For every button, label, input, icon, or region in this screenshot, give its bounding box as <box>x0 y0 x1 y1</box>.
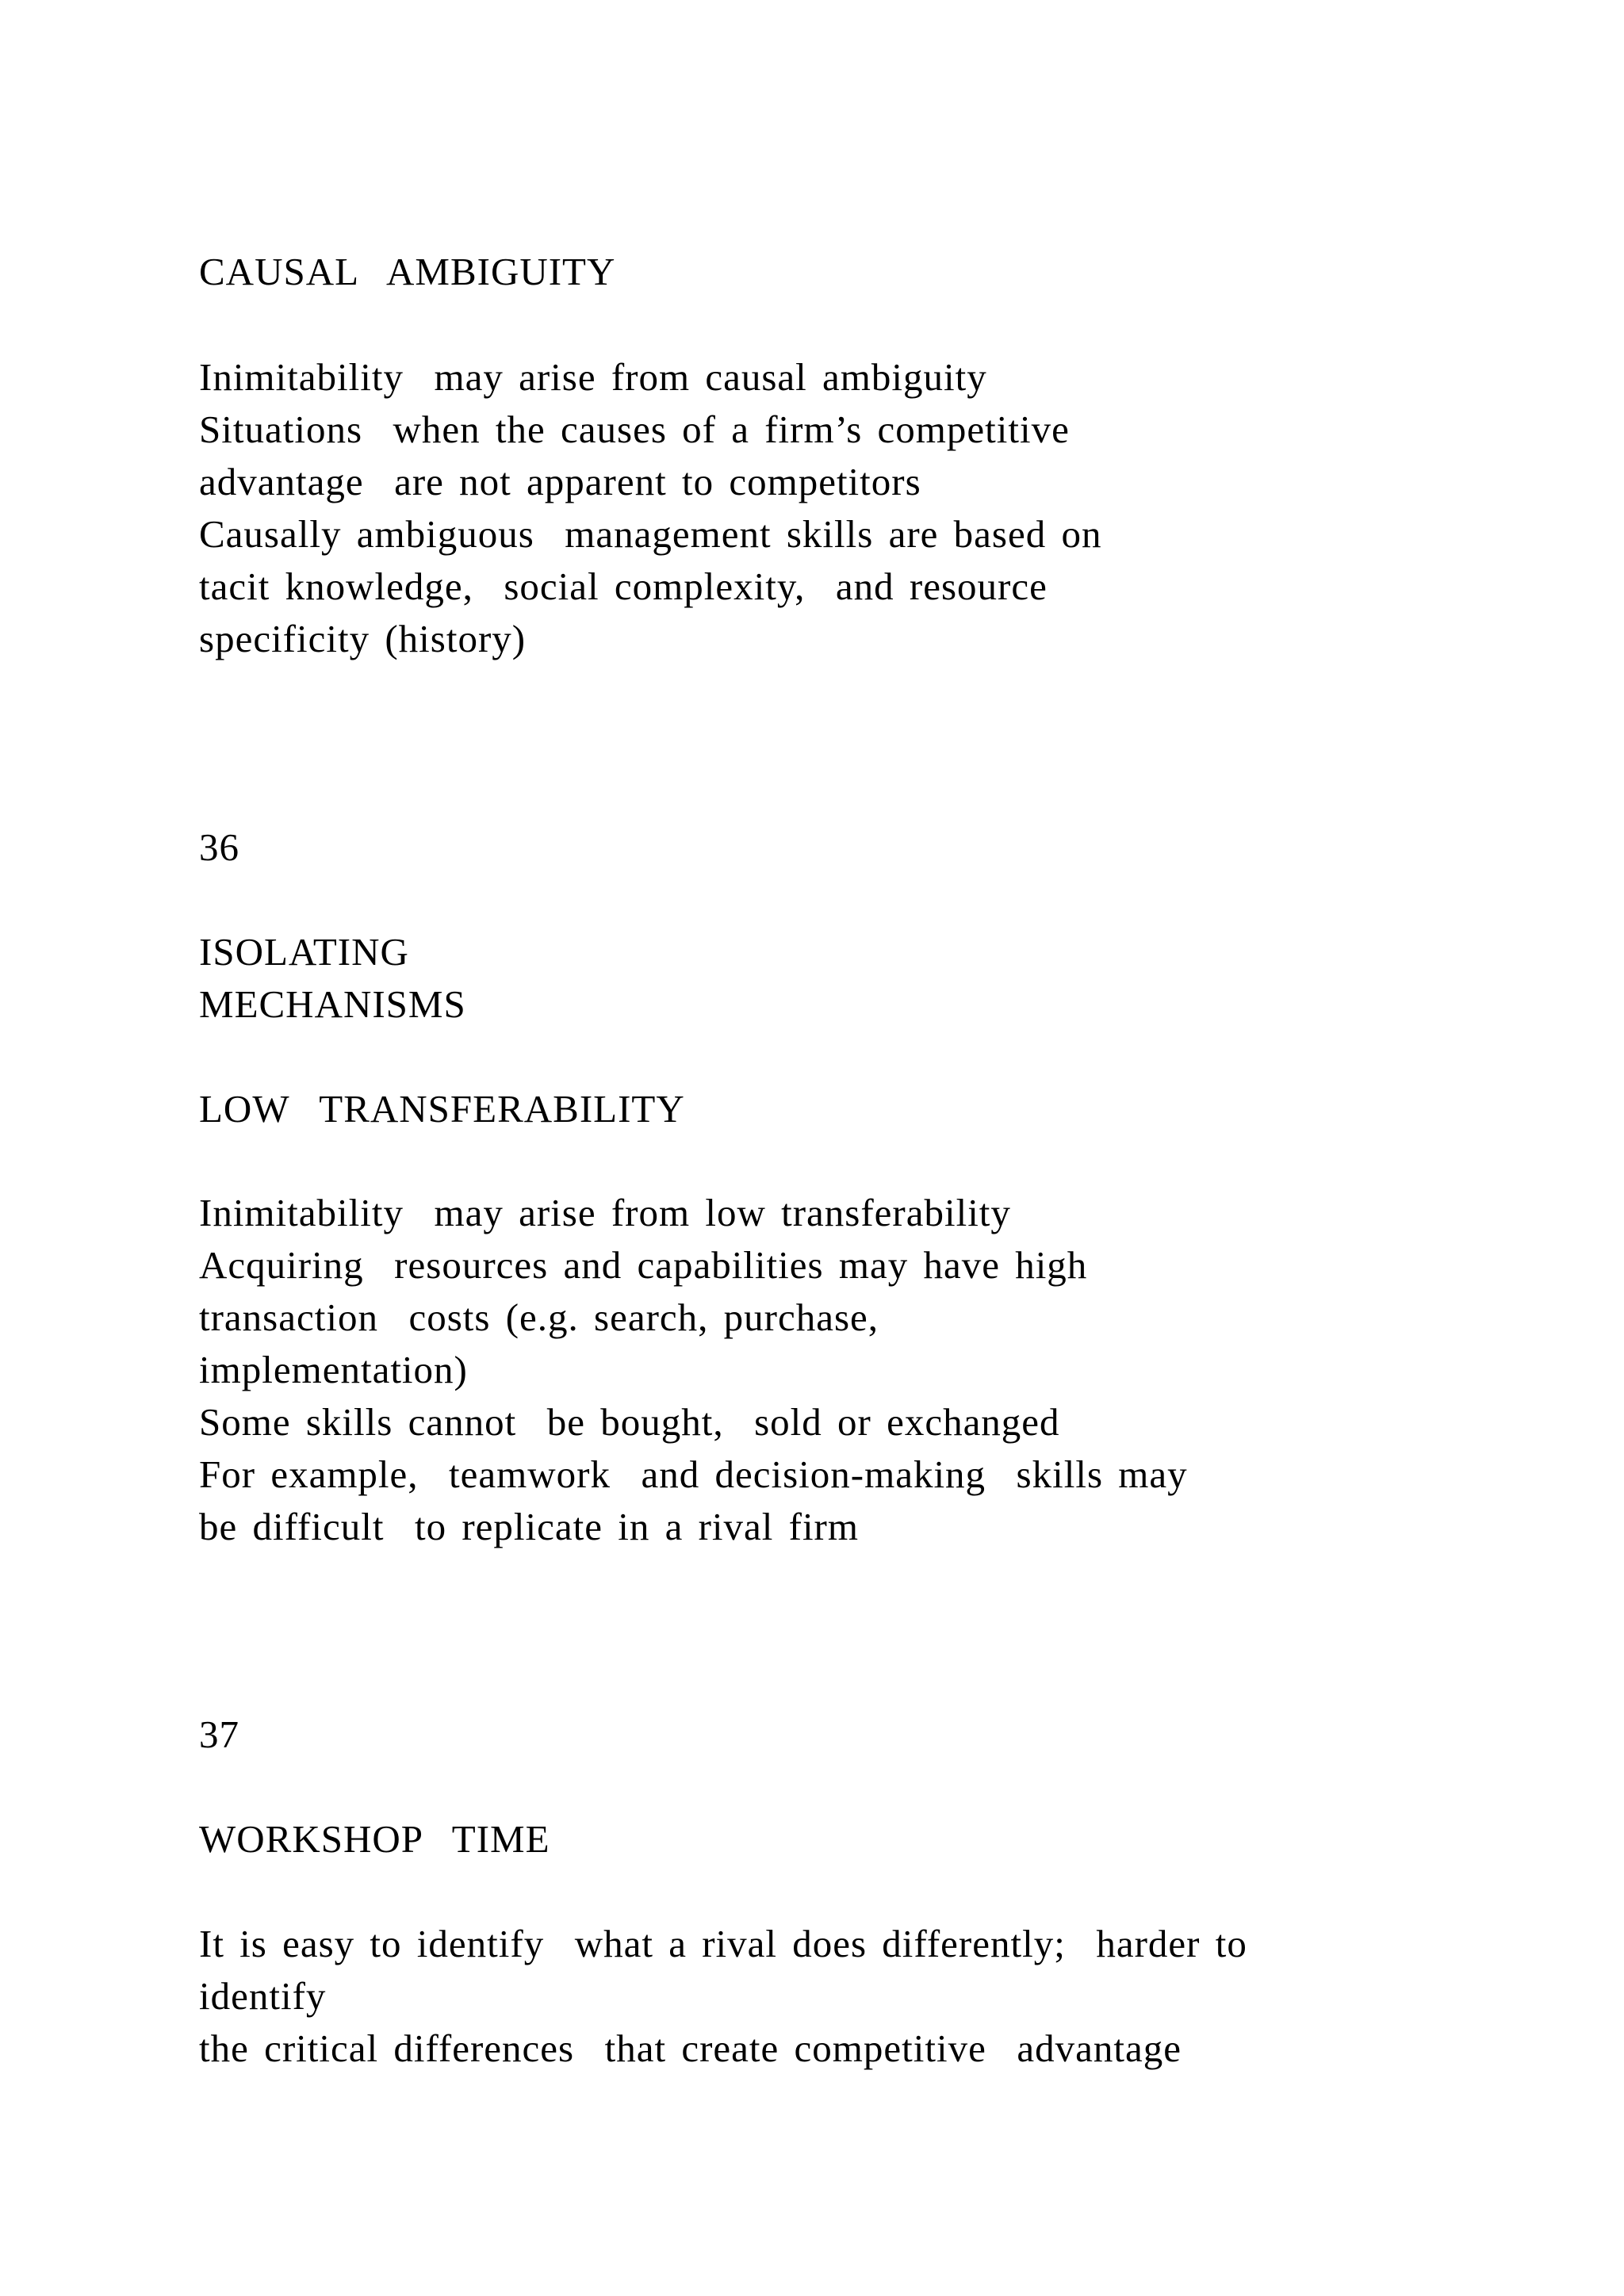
low-transferability-line-3: transaction costs (e.g. search, purchase, <box>199 1295 879 1339</box>
workshop-time-heading: WORKSHOP TIME <box>199 1817 550 1861</box>
causal-ambiguity-line-3: advantage are not apparent to competitors <box>199 460 921 503</box>
low-transferability-line-4: implementation) <box>199 1348 468 1391</box>
low-transferability-line-1: Inimitability may arise from low transferability <box>199 1191 1011 1234</box>
workshop-time-line-1: It is easy to identify what a rival does differently; harder to <box>199 1922 1247 1965</box>
workshop-time-line-3: the critical differences that create competitive advantage <box>199 2026 1182 2070</box>
causal-ambiguity-line-5: tacit knowledge, social complexity, and resource <box>199 564 1048 608</box>
causal-ambiguity-line-1: Inimitability may arise from causal ambiguity <box>199 355 987 399</box>
causal-ambiguity-line-6: specificity (history) <box>199 617 527 660</box>
low-transferability-heading: LOW TRANSFERABILITY <box>199 1087 685 1131</box>
low-transferability-line-7: be difficult to replicate in a rival firm <box>199 1505 859 1548</box>
page-number-36: 36 <box>199 825 239 869</box>
low-transferability-line-6: For example, teamwork and decision-making skills may <box>199 1452 1188 1496</box>
causal-ambiguity-heading: CAUSAL AMBIGUITY <box>199 250 616 293</box>
causal-ambiguity-line-4: Causally ambiguous management skills are based on <box>199 512 1102 556</box>
causal-ambiguity-line-2: Situations when the causes of a firm’s competitive <box>199 408 1070 451</box>
low-transferability-line-5: Some skills cannot be bought, sold or exchanged <box>199 1400 1060 1444</box>
page-number-37: 37 <box>199 1712 239 1756</box>
isolating-mechanisms-title-line-1: ISOLATING <box>199 930 409 974</box>
isolating-mechanisms-title-line-2: MECHANISMS <box>199 982 466 1026</box>
low-transferability-line-2: Acquiring resources and capabilities may have high <box>199 1243 1088 1287</box>
workshop-time-line-2: identify <box>199 1974 327 2018</box>
